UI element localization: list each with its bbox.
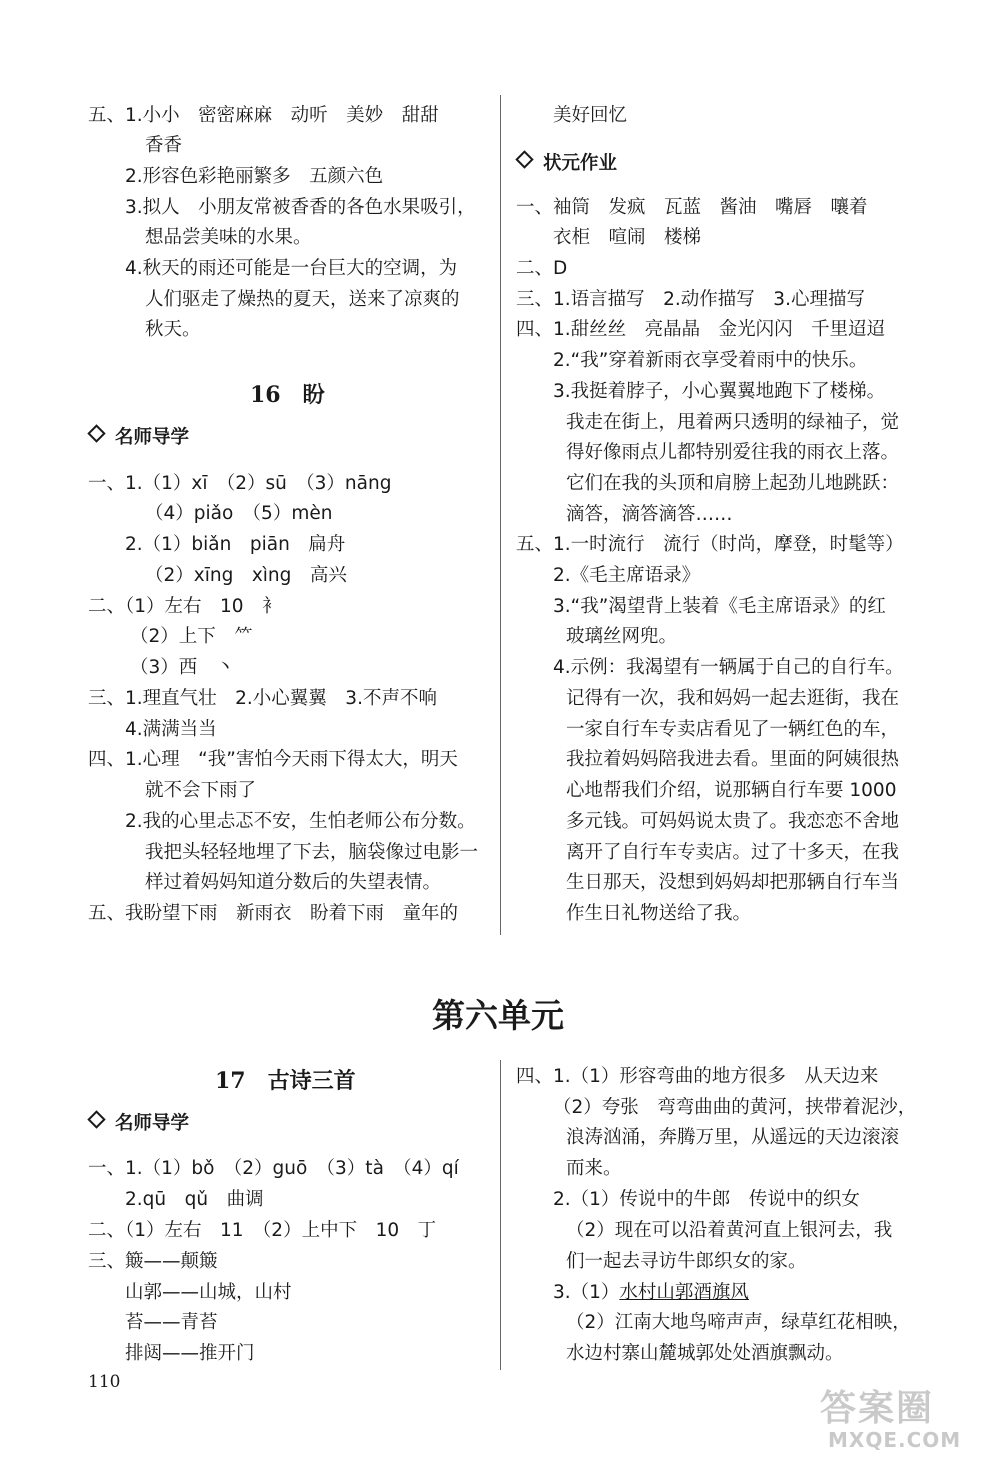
- answer-line: 水边村寨山麓城郭处处酒旗飘动。: [566, 1343, 844, 1364]
- page-number: 110: [88, 1372, 121, 1392]
- answer-line: 心地帮我们介绍，说那辆自行车要 1000: [566, 780, 897, 801]
- answer-line: 二、（1）左右 10 衤: [88, 596, 281, 617]
- answer-line: [553, 1279, 749, 1307]
- watermark-url: MXQE.COM: [828, 1428, 962, 1452]
- answer-line: 三、1.理直气壮 2.小心翼翼 3.不声不响: [88, 688, 437, 709]
- answer-line: 而来。: [566, 1158, 622, 1179]
- diamond-bullet-icon: [515, 150, 533, 168]
- answer-line: 四、1.心理 “我”害怕今天雨下得太大，明天: [88, 749, 458, 770]
- underlined-poem-line: 水村山郭酒旗风: [619, 1282, 749, 1303]
- answer-line: 3.我挺着脖子，小心翼翼地跑下了楼梯。: [553, 381, 886, 402]
- answer-line: 二、D: [516, 258, 568, 279]
- answer-line: （4）piǎo （5）mèn: [145, 503, 333, 524]
- answer-line: 4.示例：我渴望有一辆属于自己的自行车。: [553, 657, 904, 678]
- answer-line: 一家自行车专卖店看见了一辆红色的车，: [566, 719, 900, 740]
- answer-line: 五、1.一时流行 流行（时尚，摩登，时髦等）: [516, 534, 904, 555]
- section-heading-zhuangyuan: 状元作业: [518, 150, 617, 178]
- answer-line: 2.形容色彩艳丽繁多 五颜六色: [125, 166, 384, 187]
- answer-line: 生日那天，没想到妈妈却把那辆自行车当: [566, 872, 900, 893]
- watermark-logo: 答案圈: [820, 1388, 935, 1429]
- diamond-bullet-icon: [87, 1110, 105, 1128]
- answer-line: 3.拟人 小朋友常被香香的各色水果吸引，: [125, 197, 476, 218]
- answer-line: 美好回忆: [553, 105, 628, 126]
- answer-line: 山郭——山城，山村: [125, 1282, 292, 1303]
- unit-title: 第六单元: [432, 996, 564, 1035]
- answer-line: （2）xīng xìng 高兴: [145, 565, 347, 586]
- answer-line: 香香: [145, 135, 183, 156]
- answer-line: 它们在我的头顶和肩膀上起劲儿地跳跃：: [566, 473, 900, 494]
- section-heading-mingshi: 名师导学: [90, 1110, 189, 1138]
- answer-line: 一、袖筒 发疯 瓦蓝 酱油 嘴唇 嚷着: [516, 197, 868, 218]
- answer-line: 五、1.小小 密密麻麻 动听 美妙 甜甜: [88, 105, 439, 126]
- answer-line: 四、1.甜丝丝 亮晶晶 金光闪闪 千里迢迢: [516, 319, 886, 340]
- answer-line: 2.我的心里忐忑不安，生怕老师公布分数。: [125, 811, 476, 832]
- answer-line: 四、1.（1）形容弯曲的地方很多 从天边来: [516, 1066, 879, 1087]
- answer-line: 记得有一次，我和妈妈一起去逛街，我在: [566, 688, 900, 709]
- column-divider-bottom: [500, 1060, 501, 1370]
- answer-line: 3.“我”渴望背上装着《毛主席语录》的红: [553, 596, 886, 617]
- answer-line: 一、1.（1）xī （2）sū （3）nāng: [88, 473, 392, 494]
- answer-line: 我走在街上，甩着两只透明的绿袖子，觉: [566, 412, 900, 433]
- answer-line: 4.满满当当: [125, 719, 217, 740]
- answer-line: 得好像雨点儿都特别爱往我的雨衣上落。: [566, 442, 900, 463]
- diamond-bullet-icon: [87, 424, 105, 442]
- answer-line: 一、1.（1）bǒ （2）guō （3）tà （4）qí: [88, 1158, 459, 1179]
- answer-line: 排闼——推开门: [125, 1343, 255, 1364]
- answer-line: 4.秋天的雨还可能是一台巨大的空调，为: [125, 258, 458, 279]
- answer-line: （2）江南大地鸟啼声声，绿草红花相映，: [566, 1312, 911, 1333]
- answer-line: 2.《毛主席语录》: [553, 565, 701, 586]
- answer-line: 二、（1）左右 11 （2）上中下 10 丁: [88, 1220, 437, 1241]
- answer-line: 浪涛汹涌，奔腾万里，从遥远的天边滚滚: [566, 1127, 900, 1148]
- answer-line: 三、1.语言描写 2.动作描写 3.心理描写: [516, 289, 865, 310]
- lesson-17-title: 17 古诗三首: [215, 1068, 356, 1094]
- answer-line: （2）现在可以沿着黄河直上银河去，我: [566, 1220, 893, 1241]
- answer-line: 离开了自行车专卖店。过了十多天，在我: [566, 842, 900, 863]
- answer-line: 多元钱。可妈妈说太贵了。我恋恋不舍地: [566, 811, 900, 832]
- answer-line: 苔——青苔: [125, 1312, 218, 1333]
- answer-line: （2）上下 ⺮: [130, 626, 253, 647]
- answer-line: 样过着妈妈知道分数后的失望表情。: [145, 872, 442, 893]
- answer-line: 滴答，滴答滴答……: [566, 504, 733, 525]
- answer-line: 我把头轻轻地埋了下去，脑袋像过电影一: [145, 842, 479, 863]
- lesson-16-title: 16 盼: [250, 382, 325, 408]
- answer-line: 作生日礼物送给了我。: [566, 903, 752, 924]
- section-heading-mingshi: 名师导学: [90, 424, 189, 452]
- answer-line: 衣柜 喧闹 楼梯: [553, 227, 702, 248]
- answer-line: 2.（1）biǎn piān 扁舟: [125, 534, 346, 555]
- answer-line: 我拉着妈妈陪我进去看。里面的阿姨很热: [566, 749, 900, 770]
- answer-line: 2.qū qǔ 曲调: [125, 1189, 264, 1210]
- answer-line: 2.（1）传说中的牛郎 传说中的织女: [553, 1189, 860, 1210]
- answer-line: 三、簸——颠簸: [88, 1251, 218, 1272]
- answer-line: 就不会下雨了: [145, 780, 257, 801]
- answer-prefix: 3.（1）: [553, 1282, 620, 1303]
- answer-line: 秋天。: [145, 319, 201, 340]
- answer-line: （3）西 丶: [130, 657, 235, 678]
- answer-line: 想品尝美味的水果。: [145, 227, 312, 248]
- answer-line: 玻璃丝网兜。: [566, 626, 678, 647]
- answer-line: 们一起去寻访牛郎织女的家。: [566, 1251, 807, 1272]
- answer-line: 人们驱走了燥热的夏天，送来了凉爽的: [145, 289, 460, 310]
- answer-line: 五、我盼望下雨 新雨衣 盼着下雨 童年的: [88, 903, 459, 924]
- column-divider-top: [500, 95, 501, 935]
- answer-line: （2）夸张 弯弯曲曲的黄河，挟带着泥沙，: [553, 1097, 917, 1118]
- answer-line: 2.“我”穿着新雨衣享受着雨中的快乐。: [553, 350, 868, 371]
